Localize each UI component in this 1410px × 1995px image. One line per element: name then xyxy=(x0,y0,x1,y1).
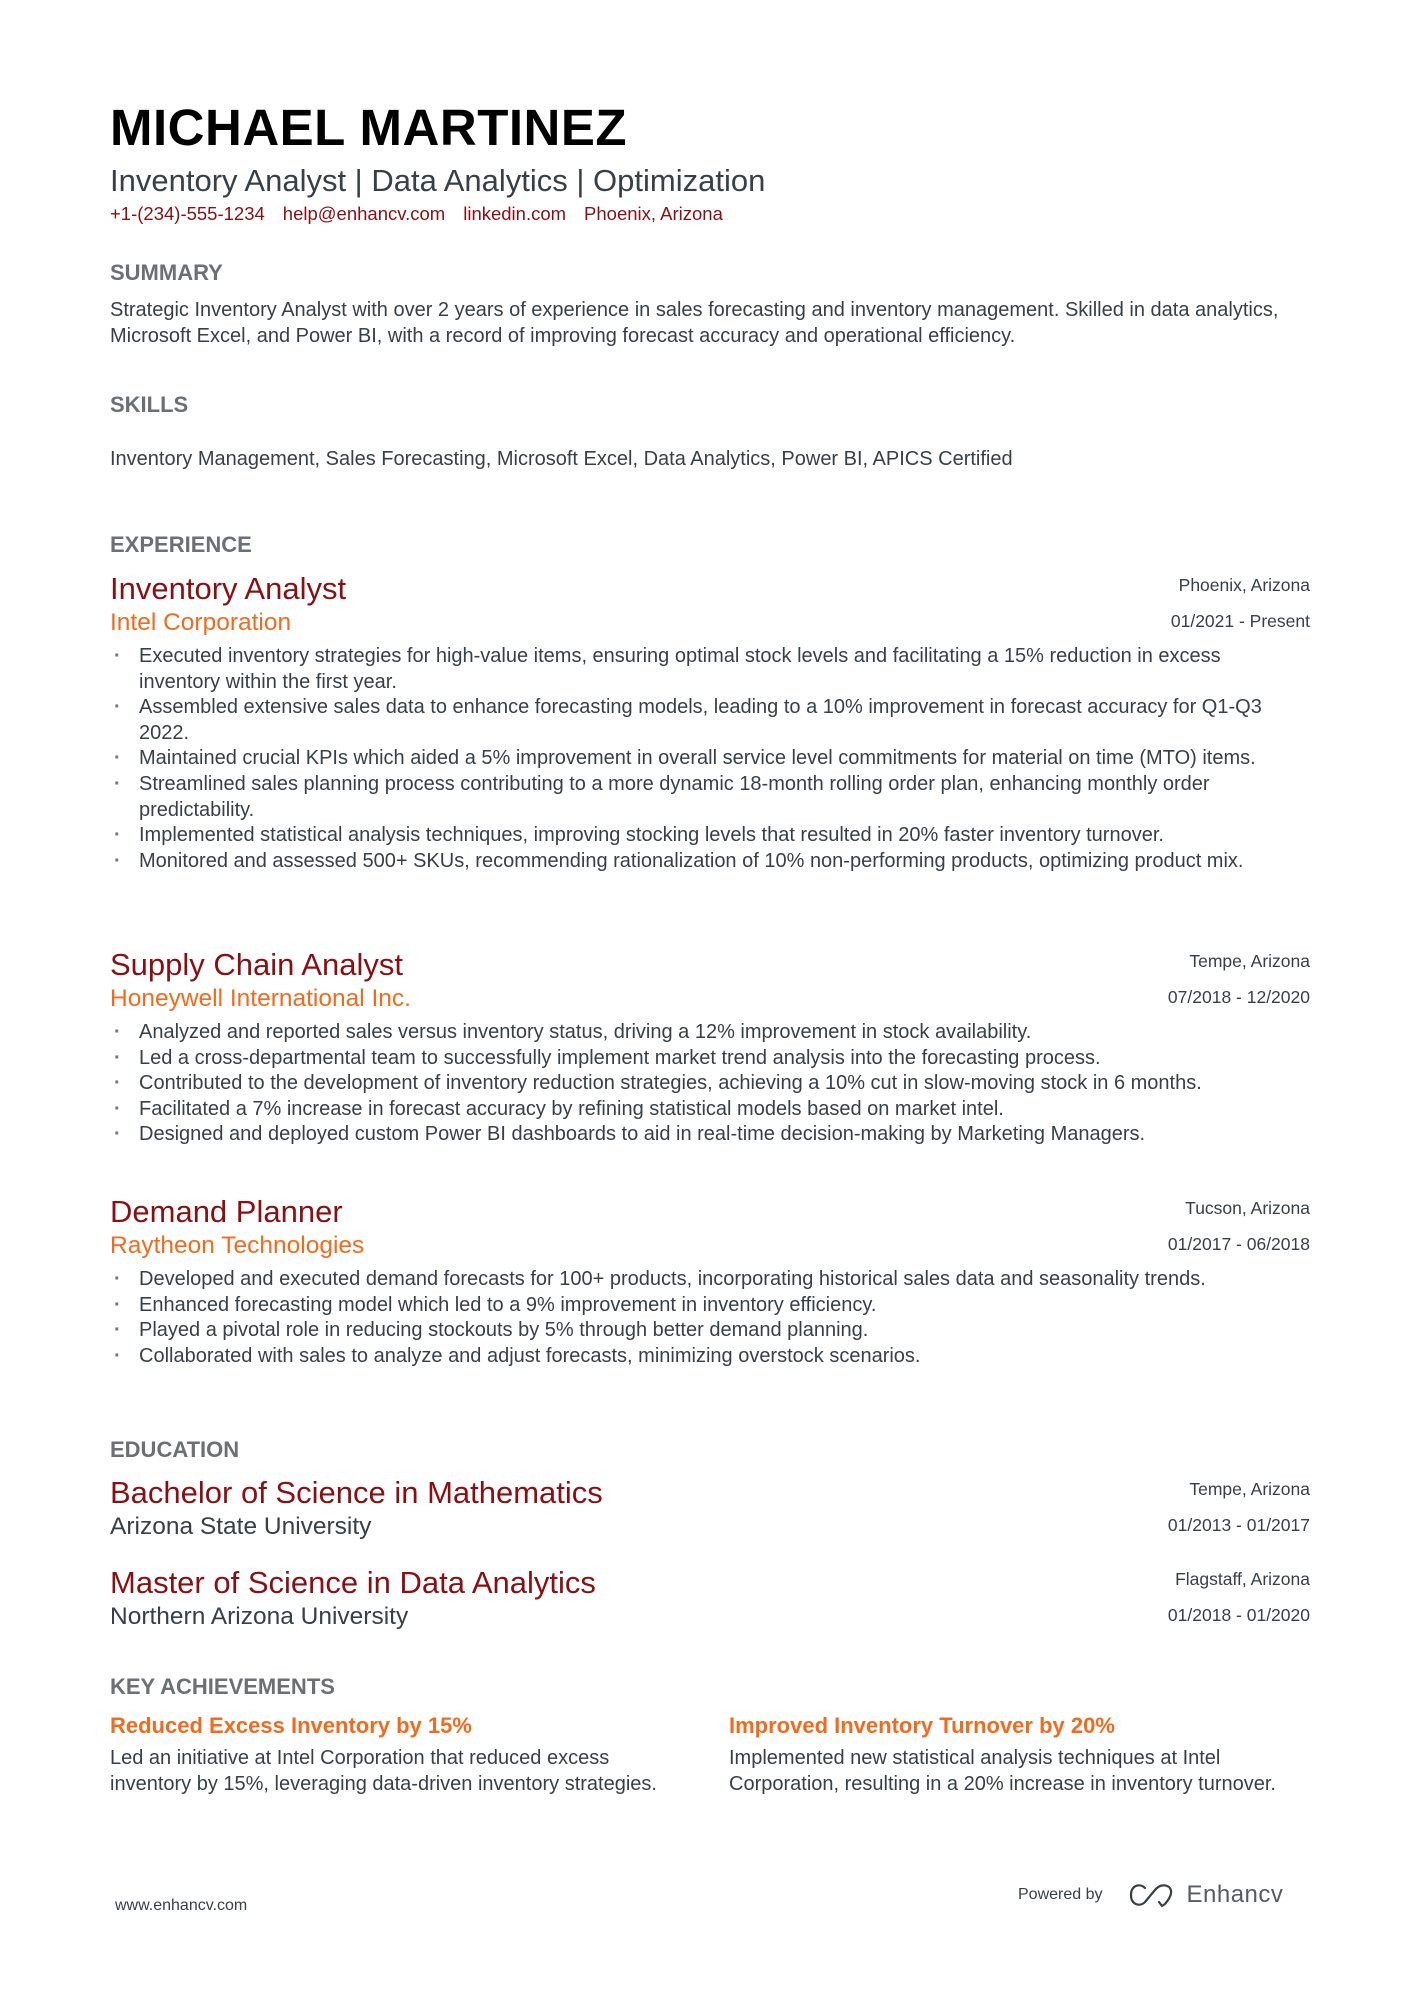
achievement-item xyxy=(110,1712,680,1797)
powered-by-badge[interactable] xyxy=(1018,1880,1283,1910)
school-dates: 01/2013 - 01/2017 xyxy=(1167,1515,1310,1535)
achievement-body: Implemented new statistical analysis techniques at Intel Corporation, resulting in a 20% increase in inventory turnover. xyxy=(729,1747,1276,1795)
bullet-item: · Streamlined sales planning process contributing to a more dynamic 18-month rolling order plan, enhancing monthly order predictability. xyxy=(110,772,1290,823)
summary-text: Strategic Inventory Analyst with over 2 years of experience in sales forecasting and inventory management. Skilled in data analytics, Microsoft Excel, and Power BI, with a record of improving forecast accuracy and operational efficiency. xyxy=(110,299,1279,347)
experience-entry xyxy=(110,1194,1310,1369)
degree-title: Bachelor of Science in Mathematics xyxy=(110,1475,603,1510)
job-title: Demand Planner xyxy=(110,1194,343,1229)
experience-entry xyxy=(110,571,1310,874)
job-location: Tempe, Arizona xyxy=(1189,951,1310,971)
candidate-name: MICHAEL MARTINEZ xyxy=(110,99,628,156)
phone-link[interactable]: +1-(234)-555-1234 xyxy=(110,203,265,224)
job-bullets xyxy=(110,1020,1290,1148)
location-text: Phoenix, Arizona xyxy=(584,203,723,224)
job-title: Supply Chain Analyst xyxy=(110,947,403,982)
experience-heading: EXPERIENCE xyxy=(110,532,252,557)
enhancv-logo-icon xyxy=(1129,1882,1175,1908)
job-bullets xyxy=(110,644,1290,874)
bullet-item: · Developed and executed demand forecasts for 100+ products, incorporating historical sales data and seasonality trends. xyxy=(110,1267,1290,1293)
education-heading: EDUCATION xyxy=(110,1437,240,1462)
bullet-item: · Analyzed and reported sales versus inventory status, driving a 12% improvement in stock availability. xyxy=(110,1020,1290,1046)
achievement-body: Led an initiative at Intel Corporation that reduced excess inventory by 15%, leveraging data-driven inventory strategies. xyxy=(110,1747,657,1795)
email-link[interactable]: help@enhancv.com xyxy=(282,203,446,224)
experience-entry xyxy=(110,947,1310,1148)
company-name: Honeywell International Inc. xyxy=(110,985,411,1012)
company-name: Intel Corporation xyxy=(110,609,292,636)
achievements-heading: KEY ACHIEVEMENTS xyxy=(110,1674,335,1699)
job-title: Inventory Analyst xyxy=(110,571,347,606)
bullet-item: · Played a pivotal role in reducing stockouts by 5% through better demand planning. xyxy=(110,1318,1290,1344)
job-bullets xyxy=(110,1267,1290,1369)
school-location: Flagstaff, Arizona xyxy=(1175,1569,1310,1589)
bullet-item: · Enhanced forecasting model which led to a 9% improvement in inventory efficiency. xyxy=(110,1293,1290,1319)
contact-bar xyxy=(110,202,741,226)
education-entry xyxy=(110,1565,1310,1632)
job-dates: 07/2018 - 12/2020 xyxy=(1167,987,1310,1007)
summary-heading: SUMMARY xyxy=(110,260,223,285)
achievement-title: Reduced Excess Inventory by 15% xyxy=(110,1713,472,1738)
powered-by-label: Powered by xyxy=(1018,1886,1103,1903)
school-name: Northern Arizona University xyxy=(110,1603,409,1630)
bullet-item: · Designed and deployed custom Power BI dashboards to aid in real-time decision-making by Marketing Managers. xyxy=(110,1122,1290,1148)
bullet-item: · Assembled extensive sales data to enhance forecasting models, leading to a 10% improvement in forecast accuracy for Q1-Q3 2022. xyxy=(110,695,1290,746)
bullet-item: · Maintained crucial KPIs which aided a 5% improvement in overall service level commitments for material on time (MTO) items. xyxy=(110,746,1290,772)
bullet-item: · Implemented statistical analysis techniques, improving stocking levels that resulted in 20% faster inventory turnover. xyxy=(110,823,1290,849)
job-dates: 01/2021 - Present xyxy=(1170,611,1310,631)
school-dates: 01/2018 - 01/2020 xyxy=(1167,1605,1310,1625)
bullet-item: · Contributed to the development of inventory reduction strategies, achieving a 10% cut in slow-moving stock in 6 months. xyxy=(110,1071,1290,1097)
company-name: Raytheon Technologies xyxy=(110,1232,365,1259)
enhancv-brand-text: Enhancv xyxy=(1186,1881,1284,1908)
bullet-item: · Monitored and assessed 500+ SKUs, recommending rationalization of 10% non-performing products, optimizing product mix. xyxy=(110,849,1290,875)
candidate-headline: Inventory Analyst | Data Analytics | Optimization xyxy=(110,163,766,198)
bullet-item: · Facilitated a 7% increase in forecast accuracy by refining statistical models based on market intel. xyxy=(110,1097,1290,1123)
bullet-item: · Executed inventory strategies for high-value items, ensuring optimal stock levels and facilitating a 15% reduction in excess inventory within the first year. xyxy=(110,644,1290,695)
job-dates: 01/2017 - 06/2018 xyxy=(1167,1234,1310,1254)
bullet-item: · Led a cross-departmental team to successfully implement market trend analysis into the forecasting process. xyxy=(110,1046,1290,1072)
job-location: Phoenix, Arizona xyxy=(1178,575,1310,595)
school-location: Tempe, Arizona xyxy=(1189,1479,1310,1499)
degree-title: Master of Science in Data Analytics xyxy=(110,1565,596,1600)
school-name: Arizona State University xyxy=(110,1513,372,1540)
education-entry xyxy=(110,1475,1310,1542)
footer-website-link[interactable]: www.enhancv.com xyxy=(115,1897,248,1914)
linkedin-link[interactable]: linkedin.com xyxy=(463,203,567,224)
bullet-item: · Collaborated with sales to analyze and adjust forecasts, minimizing overstock scenarios. xyxy=(110,1344,1290,1370)
skills-text: Inventory Management, Sales Forecasting, Microsoft Excel, Data Analytics, Power BI, APICS Certified xyxy=(110,448,1013,470)
achievement-title: Improved Inventory Turnover by 20% xyxy=(729,1713,1115,1738)
skills-heading: SKILLS xyxy=(110,392,189,417)
achievement-item xyxy=(729,1712,1299,1797)
job-location: Tucson, Arizona xyxy=(1185,1198,1310,1218)
